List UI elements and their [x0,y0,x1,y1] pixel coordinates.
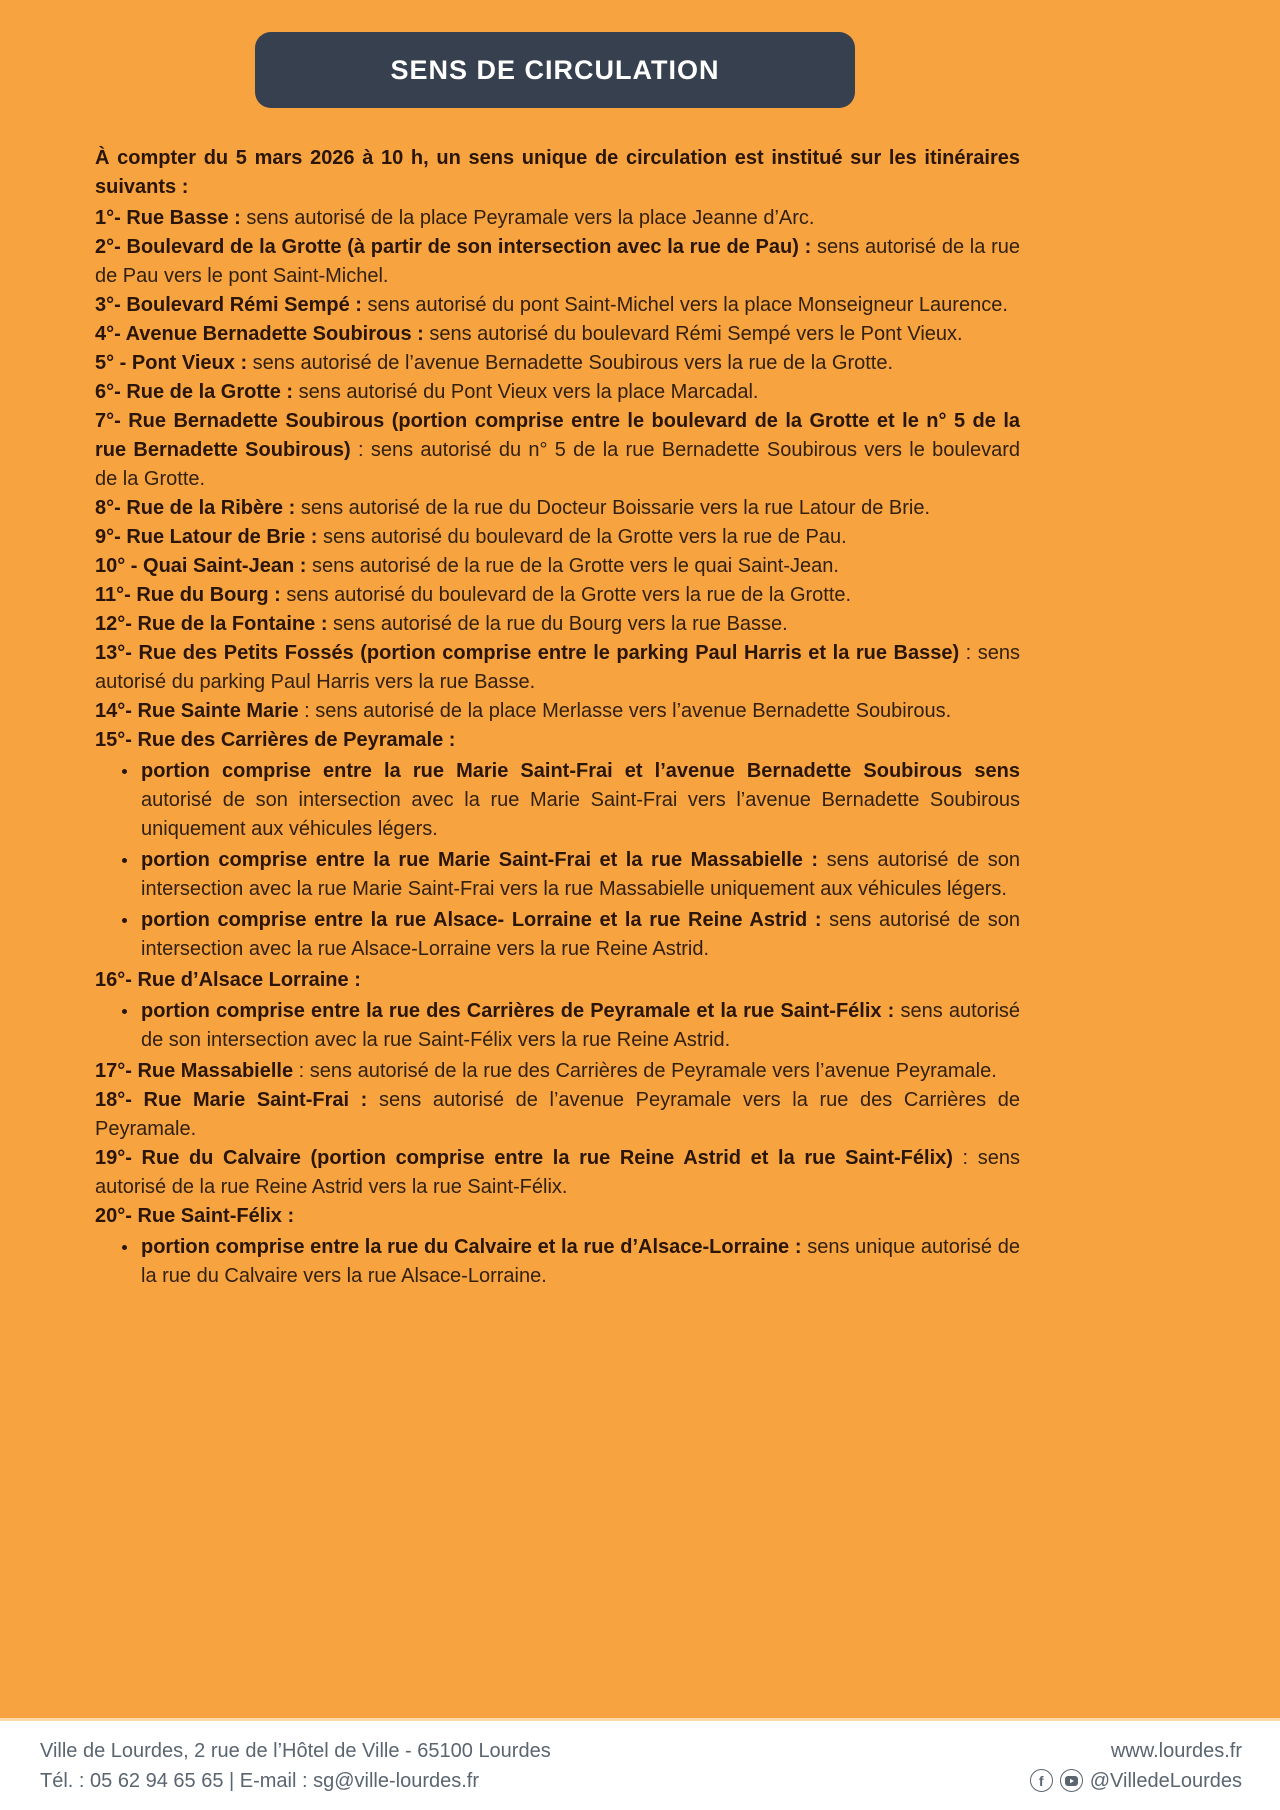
street-item-text: 2°- Boulevard de la Grotte (à partir de son intersection avec la rue de Pau) : sens autorisé de la rue de Pau vers le pont Saint-Michel. [95,236,1021,287]
street-item-text: 15°- Rue des Carrières de Peyramale : [95,729,456,751]
street-item [95,1144,1020,1202]
street-item-text: 16°- Rue d’Alsace Lorraine : [95,969,361,991]
intro-paragraph: À compter du 5 mars 2026 à 10 h, un sens unique de circulation est institué sur les itinéraires suivants : [95,147,1020,198]
street-item [95,494,1020,523]
street-item-text: 8°- Rue de la Ribère : sens autorisé de la rue du Docteur Boissarie vers la rue Latour de Brie. [95,497,931,519]
street-item [95,291,1020,320]
footer-web-block [1030,1736,1242,1796]
street-sub-bullet: • portion comprise entre la rue Alsace- Lorraine et la rue Reine Astrid : sens autorisé de son intersection avec la rue Alsace-Lorraine vers la rue Reine Astrid. [139,906,1020,964]
street-sub-bullet: • portion comprise entre la rue Marie Saint-Frai et la rue Massabielle : sens autorisé de son intersection avec la rue Marie Saint-Frai vers la rue Massabielle uniquement aux véhicules légers. [139,846,1020,904]
street-item-text: 11°- Rue du Bourg : sens autorisé du boulevard de la Grotte vers la rue de la Grotte. [95,584,852,606]
street-item [95,639,1020,697]
street-item [95,726,1020,964]
street-item-text: 1°- Rue Basse : sens autorisé de la place Peyramale vers la place Jeanne d’Arc. [95,207,815,229]
street-item [95,1086,1020,1144]
street-item [95,966,1020,1055]
street-item [95,407,1020,494]
page-title: SENS DE CIRCULATION [390,54,720,85]
street-item-text: 7°- Rue Bernadette Soubirous (portion comprise entre le boulevard de la Grotte et le n° 5 de la rue Bernadette Soubirous) : sens autorisé du n° 5 de la rue Bernadette Soubirous vers le boulevard de la Grotte. [95,410,1020,490]
footer [0,1718,1280,1810]
street-item [95,610,1020,639]
street-item-bullets [95,997,1020,1055]
street-items-list [95,204,1020,1291]
street-sub-bullet: • portion comprise entre la rue du Calvaire et la rue d’Alsace-Lorraine : sens unique autorisé de la rue du Calvaire vers la rue Alsace-Lorraine. [139,1233,1020,1291]
footer-contact: Tél. : 05 62 94 65 65 | E-mail : sg@ville-lourdes.fr [40,1769,480,1792]
street-item-text: 19°- Rue du Calvaire (portion comprise entre la rue Reine Astrid et la rue Saint-Félix) : sens autorisé de la rue Reine Astrid vers la rue Saint-Félix. [95,1147,1020,1198]
street-item-text: 12°- Rue de la Fontaine : sens autorisé de la rue du Bourg vers la rue Basse. [95,613,788,635]
street-item-bullets [95,1233,1020,1291]
street-sub-bullet: • portion comprise entre la rue des Carrières de Peyramale et la rue Saint-Félix : sens autorisé de son intersection avec la rue Saint-Félix vers la rue Reine Astrid. [139,997,1020,1055]
footer-contact-block [40,1736,551,1796]
street-item [95,204,1020,233]
street-item-text: 6°- Rue de la Grotte : sens autorisé du Pont Vieux vers la place Marcadal. [95,381,759,403]
street-item-text: 13°- Rue des Petits Fossés (portion comprise entre le parking Paul Harris et la rue Basse) : sens autorisé du parking Paul Harris vers la rue Basse. [95,642,1020,693]
street-item-text: 5° - Pont Vieux : sens autorisé de l’avenue Bernadette Soubirous vers la rue de la Grotte. [95,352,894,374]
street-sub-bullet: • portion comprise entre la rue Marie Saint-Frai et l’avenue Bernadette Soubirous sens autorisé de son intersection avec la rue Marie Saint-Frai vers l’avenue Bernadette Soubirous uniquement aux véhicules légers. [139,757,1020,844]
footer-social-row [1030,1766,1242,1796]
footer-address: Ville de Lourdes, 2 rue de l’Hôtel de Ville - 65100 Lourdes [40,1739,551,1762]
street-item [95,581,1020,610]
facebook-icon: f [1030,1769,1053,1792]
street-item-bullets [95,757,1020,964]
notice-body [95,144,1020,1291]
street-item-text: 4°- Avenue Bernadette Soubirous : sens autorisé du boulevard Rémi Sempé vers le Pont Vieux. [95,323,963,345]
street-item [95,523,1020,552]
street-item-text: 20°- Rue Saint-Félix : [95,1205,295,1227]
footer-social-handle: @VilledeLourdes [1089,1769,1242,1792]
street-item [95,1202,1020,1291]
street-item-text: 14°- Rue Sainte Marie : sens autorisé de la place Merlasse vers l’avenue Bernadette Soubirous. [95,700,952,722]
street-item-text: 3°- Boulevard Rémi Sempé : sens autorisé du pont Saint-Michel vers la place Monseigneur Laurence. [95,294,1008,316]
street-item [95,320,1020,349]
street-item [95,697,1020,726]
footer-website: www.lourdes.fr [1110,1739,1242,1762]
street-item-text: 10° - Quai Saint-Jean : sens autorisé de la rue de la Grotte vers le quai Saint-Jean. [95,555,839,577]
street-item-text: 18°- Rue Marie Saint-Frai : sens autorisé de l’avenue Peyramale vers la rue des Carrières de Peyramale. [95,1089,1020,1140]
street-item [95,378,1020,407]
street-item [95,349,1020,378]
youtube-icon [1060,1769,1083,1792]
street-item-text: 17°- Rue Massabielle : sens autorisé de la rue des Carrières de Peyramale vers l’avenue Peyramale. [95,1060,997,1082]
street-item-text: 9°- Rue Latour de Brie : sens autorisé du boulevard de la Grotte vers la rue de Pau. [95,526,847,548]
street-item [95,552,1020,581]
street-item [95,233,1020,291]
title-banner [255,32,855,108]
street-item [95,1057,1020,1086]
